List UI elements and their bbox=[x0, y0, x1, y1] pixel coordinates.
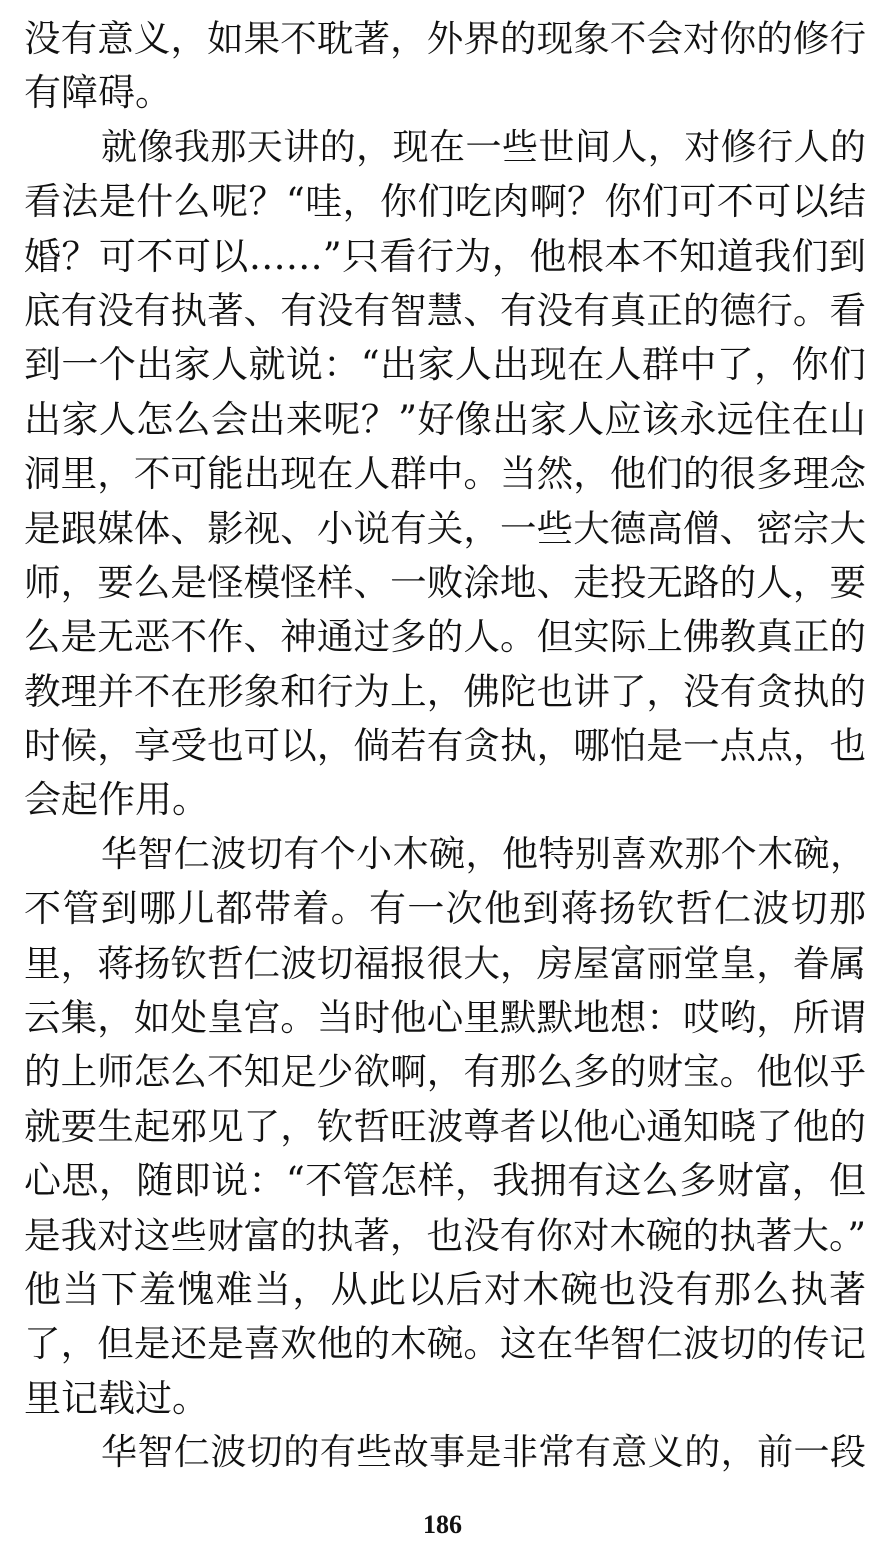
text-line: 是我对这些财富的执著，也没有你对木碗的执著大。” bbox=[24, 1213, 866, 1257]
text-line: 底有没有执著、有没有智慧、有没有真正的德行。看 bbox=[24, 288, 866, 332]
text-line: 有障碍。 bbox=[24, 71, 172, 115]
text-line: 婚？可不可以……”只看行为，他根本不知道我们到 bbox=[24, 234, 866, 278]
text-line: 华智仁波切有个小木碗，他特别喜欢那个木碗， bbox=[101, 833, 866, 875]
text-line: 么是无恶不作、神通过多的人。但实际上佛教真正的 bbox=[24, 615, 866, 659]
text-line: 云集，如处皇宫。当时他心里默默地想：哎哟，所谓 bbox=[24, 996, 866, 1040]
text-line: 华智仁波切的有些故事是非常有意义的，前一段 bbox=[101, 1432, 866, 1474]
text-line: 到一个出家人就说：“出家人出现在人群中了，你们 bbox=[24, 343, 866, 387]
text-line: 出家人怎么会出来呢？”好像出家人应该永远住在山 bbox=[24, 397, 866, 441]
text-line: 不管到哪儿都带着。有一次他到蒋扬钦哲仁波切那 bbox=[24, 887, 866, 931]
text-line: 他当下羞愧难当，从此以后对木碗也没有那么执著 bbox=[24, 1267, 866, 1311]
text-line: 就像我那天讲的，现在一些世间人，对修行人的 bbox=[101, 126, 866, 168]
text-line: 师，要么是怪模怪样、一败涂地、走投无路的人，要 bbox=[24, 560, 866, 604]
text-line: 会起作用。 bbox=[24, 778, 209, 822]
text-line: 教理并不在形象和行为上，佛陀也讲了，没有贪执的 bbox=[24, 669, 866, 713]
text-line: 是跟媒体、影视、小说有关，一些大德高僧、密宗大 bbox=[24, 506, 866, 550]
text-line: 里记载过。 bbox=[24, 1376, 209, 1420]
body-text bbox=[24, 12, 866, 1481]
text-line: 就要生起邪见了，钦哲旺波尊者以他心通知晓了他的 bbox=[24, 1104, 866, 1148]
text-line: 时候，享受也可以，倘若有贪执，哪怕是一点点，也 bbox=[24, 724, 866, 768]
text-line: 没有意义，如果不耽著，外界的现象不会对你的修行 bbox=[24, 17, 866, 60]
text-line: 里，蒋扬钦哲仁波切福报很大，房屋富丽堂皇，眷属 bbox=[24, 941, 866, 985]
text-line: 看法是什么呢？“哇，你们吃肉啊？你们可不可以结 bbox=[24, 180, 866, 224]
text-line: 洞里，不可能出现在人群中。当然，他们的很多理念 bbox=[24, 452, 866, 496]
page-number: 186 bbox=[423, 1510, 462, 1539]
text-line: 了，但是还是喜欢他的木碗。这在华智仁波切的传记 bbox=[24, 1322, 866, 1366]
text-line: 心思，随即说：“不管怎样，我拥有这么多财富，但 bbox=[24, 1159, 866, 1203]
text-line: 的上师怎么不知足少欲啊，有那么多的财宝。他似乎 bbox=[24, 1050, 866, 1094]
